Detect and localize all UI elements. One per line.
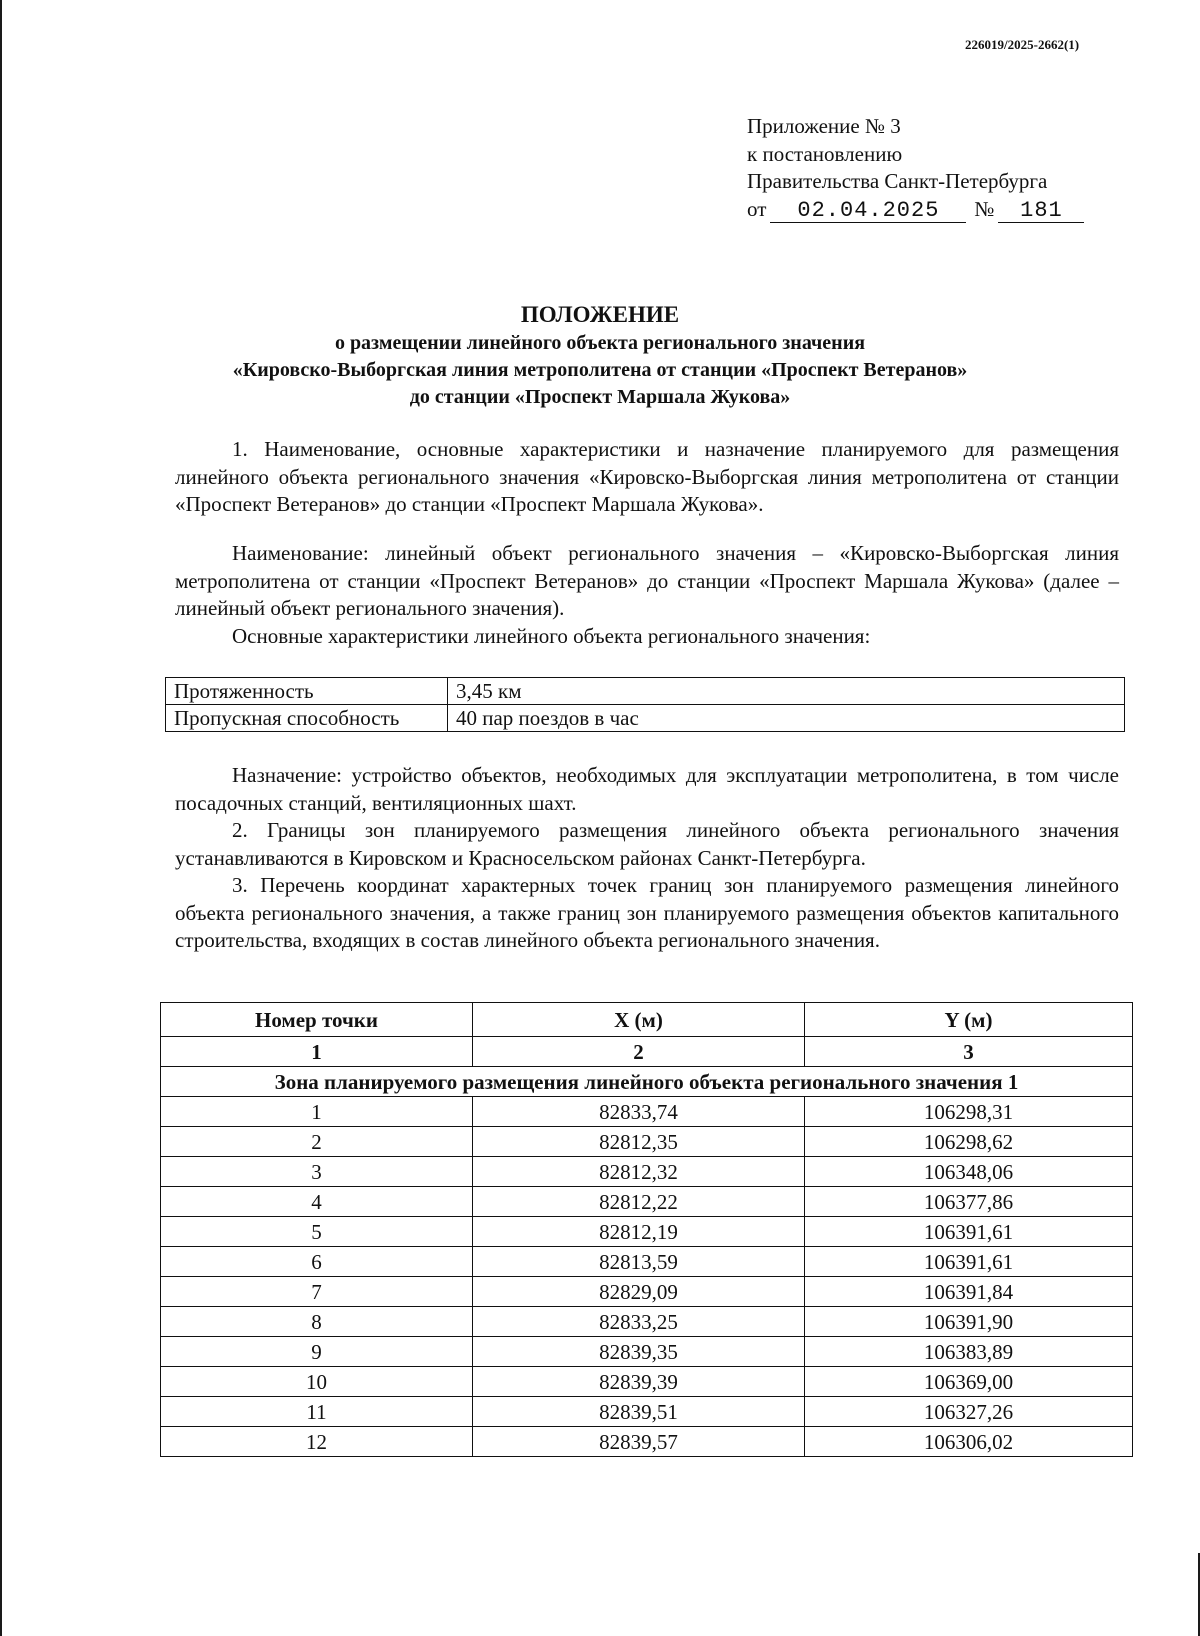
date-prefix: от [747,196,767,221]
table-row [161,1307,1133,1337]
y-coordinate: 106377,86 [805,1187,1133,1217]
zone-title: Зона планируемого размещения линейного объекта регионального значения 1 [161,1067,1133,1097]
table-row [161,1397,1133,1427]
zone-title-row [161,1067,1133,1097]
point-number: 4 [161,1187,473,1217]
point-number: 2 [161,1127,473,1157]
coordinates-table [160,1002,1133,1457]
y-coordinate: 106306,02 [805,1427,1133,1457]
y-coordinate: 106383,89 [805,1337,1133,1367]
table-row [161,1247,1133,1277]
x-coordinate: 82833,74 [473,1097,805,1127]
x-coordinate: 82839,57 [473,1427,805,1457]
header-x: X (м) [473,1003,805,1037]
appendix-line-2: к постановлению [747,141,903,166]
table-row [161,1127,1133,1157]
appendix-block [747,113,1084,223]
x-coordinate: 82813,59 [473,1247,805,1277]
y-coordinate: 106391,61 [805,1247,1133,1277]
appendix-date-line [747,196,1084,224]
y-coordinate: 106298,31 [805,1097,1133,1127]
appendix-line-3: Правительства Санкт-Петербурга [747,169,1048,193]
title-sub-1: о размещении линейного объекта регионального значения [334,332,866,354]
characteristic-label: Протяженность [166,678,448,705]
table-row [161,1187,1133,1217]
number-sign: № [974,196,995,221]
point-number: 5 [161,1217,473,1247]
x-coordinate: 82829,09 [473,1277,805,1307]
title-sub-3: до станции «Проспект Маршала Жукова» [409,386,791,408]
x-coordinate: 82839,35 [473,1337,805,1367]
document-number: 226019/2025-2662(1) [965,37,1080,52]
point-number: 1 [161,1097,473,1127]
y-coordinate: 106348,06 [805,1157,1133,1187]
column-number: 3 [805,1037,1133,1067]
x-coordinate: 82833,25 [473,1307,805,1337]
section-3-paragraph: 3. Перечень координат характерных точек границ зон планируемого размещения линейного объекта регионального значения, а также границ зон планируемого размещения объектов капитального строительства, входящих в состав линейного объекта регионального значения. [175,873,1119,952]
section-2-paragraph: 2. Границы зон планируемого размещения линейного объекта регионального значения устанавливаются в Кировском и Красносельском районах Санкт-Петербурга. [175,818,1119,870]
coordinate-rows [161,1097,1133,1457]
point-number: 6 [161,1247,473,1277]
resolution-number: 181 [998,200,1084,223]
name-paragraph: Наименование: линейный объект регионального значения – «Кировско-Выборгская линия метрополитена от станции «Проспект Ветеранов» до станции «Проспект Маршала Жукова» (далее – линейный объект регионального значения). [175,541,1119,620]
x-coordinate: 82839,39 [473,1367,805,1397]
table-row [161,1277,1133,1307]
table-row [161,1217,1133,1247]
table-row [161,1157,1133,1187]
x-coordinate: 82839,51 [473,1397,805,1427]
characteristics-table [165,677,1125,732]
characteristic-label: Пропускная способность [166,705,448,732]
x-coordinate: 82812,35 [473,1127,805,1157]
section-1-paragraph: 1. Наименование, основные характеристики и назначение планируемого для размещения линейного объекта регионального значения «Кировско-Выборгская линия метрополитена от станции «Проспект Ветеранов» до станции «Проспект Маршала Жукова». [175,437,1119,516]
point-number: 3 [161,1157,473,1187]
table-row [161,1097,1133,1127]
table-row [161,1367,1133,1397]
characteristic-value: 40 пар поездов в час [448,705,1125,732]
appendix-line-1: Приложение № 3 [747,114,901,138]
table-header-row [161,1003,1133,1037]
point-number: 12 [161,1427,473,1457]
x-coordinate: 82812,32 [473,1157,805,1187]
point-number: 7 [161,1277,473,1307]
x-coordinate: 82812,19 [473,1217,805,1247]
header-point-number: Номер точки [161,1003,473,1037]
table-row [161,1427,1133,1457]
x-coordinate: 82812,22 [473,1187,805,1217]
y-coordinate: 106298,62 [805,1127,1133,1157]
y-coordinate: 106369,00 [805,1367,1133,1397]
characteristics-intro: Основные характеристики линейного объекта регионального значения: [232,624,871,648]
column-number: 1 [161,1037,473,1067]
table-row [161,1337,1133,1367]
column-number: 2 [473,1037,805,1067]
document-title [0,300,1200,411]
y-coordinate: 106391,61 [805,1217,1133,1247]
table-row [166,705,1125,732]
point-number: 8 [161,1307,473,1337]
scan-edge-left [0,0,2,1636]
resolution-date: 02.04.2025 [770,200,966,223]
title-main: ПОЛОЖЕНИЕ [520,302,680,327]
point-number: 10 [161,1367,473,1397]
y-coordinate: 106391,84 [805,1277,1133,1307]
y-coordinate: 106327,26 [805,1397,1133,1427]
y-coordinate: 106391,90 [805,1307,1133,1337]
characteristic-value: 3,45 км [448,678,1125,705]
column-number-row [161,1037,1133,1067]
point-number: 9 [161,1337,473,1367]
point-number: 11 [161,1397,473,1427]
header-y: Y (м) [805,1003,1133,1037]
title-sub-2: «Кировско-Выборгская линия метрополитена от станции «Проспект Ветеранов» [232,359,968,381]
table-row [166,678,1125,705]
purpose-paragraph: Назначение: устройство объектов, необходимых для эксплуатации метрополитена, в том числе посадочных станций, вентиляционных шахт. [175,763,1119,815]
